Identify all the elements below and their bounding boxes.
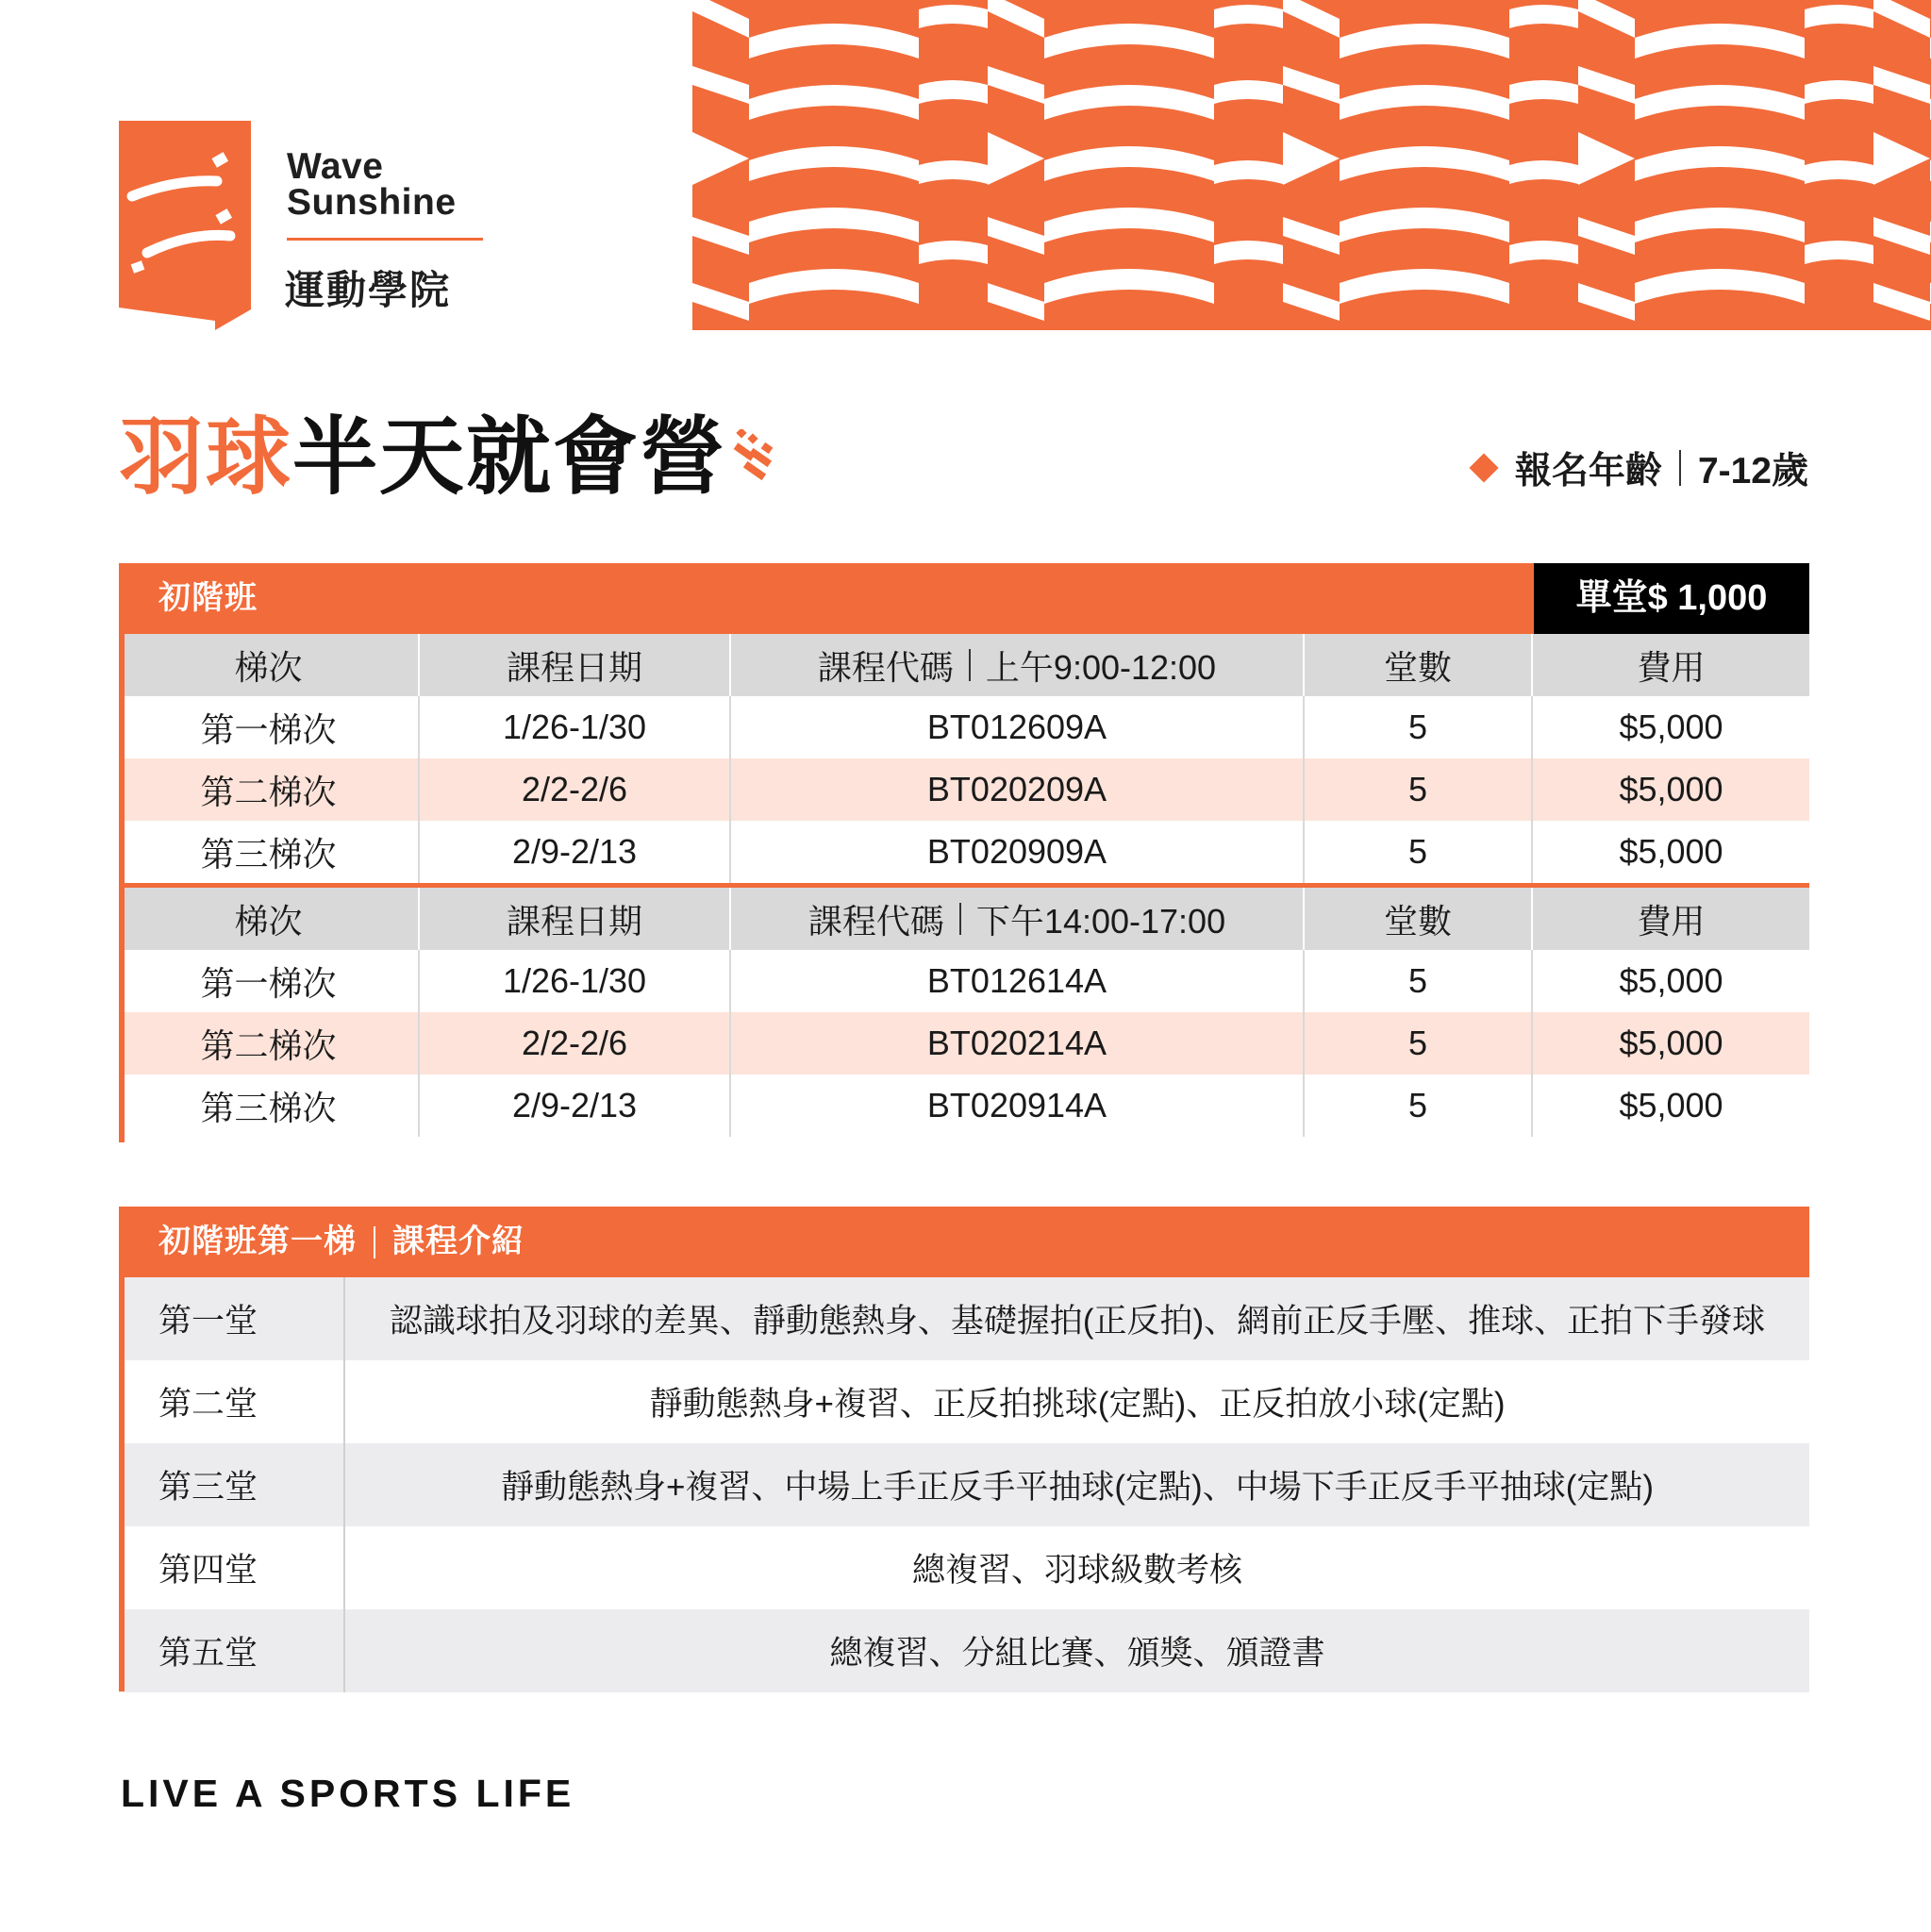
cell-round: 第三梯次 [200,834,337,874]
cell-count: 5 [1304,821,1532,886]
page-title [119,410,726,505]
cell-date: 2/2-2/6 [419,1012,730,1074]
lesson-row [119,1277,1809,1360]
header-date: 課程日期 [419,888,730,950]
lesson-name: 第四堂 [119,1526,344,1609]
brand-divider [287,238,483,241]
cell-code: BT020914A [730,1074,1304,1137]
header-code-label: 課程代碼 [807,901,944,941]
footer-slogan: LIVE A SPORTS LIFE [121,1772,575,1815]
cell-fee: $5,000 [1532,758,1809,821]
cell-date: 2/9-2/13 [419,1074,730,1137]
cell-fee: $5,000 [1532,1012,1809,1074]
header-code [730,634,1304,696]
cell-count: 5 [1304,1074,1532,1137]
table-row [119,1012,1809,1074]
cell-code: BT020209A [730,758,1304,821]
lesson-content: 認識球拍及羽球的差異、靜動態熱身、基礎握拍(正反拍)、網前正反手壓、推球、正拍下手發球 [344,1277,1809,1360]
intro-header-bar [119,1207,1809,1277]
wave-pattern-banner [692,0,1931,330]
table-row [119,821,1809,886]
cell-code: BT012614A [730,950,1304,1012]
header-fee: 費用 [1532,888,1809,950]
table-header-row [119,634,1809,696]
cell-count: 5 [1304,1012,1532,1074]
table-row [119,758,1809,821]
cell-date: 2/2-2/6 [419,758,730,821]
unit-price-badge: 單堂$ 1,000 [1534,563,1809,634]
cell-round: 第三梯次 [200,1088,337,1127]
cell-round: 第一梯次 [200,963,337,1003]
header-fee: 費用 [1532,634,1809,696]
age-separator [1679,450,1681,486]
lesson-content: 總複習、分組比賽、頒獎、頒證書 [344,1609,1809,1692]
age-requirement [1473,441,1808,494]
lesson-content: 靜動態熱身+複習、正反拍挑球(定點)、正反拍放小球(定點) [649,1386,1506,1423]
logo-shield-icon [119,121,251,330]
header-time: 上午9:00-12:00 [985,647,1217,687]
cell-fee: $5,000 [1532,696,1809,758]
header-round: 梯次 [119,634,419,696]
header-date: 課程日期 [419,634,730,696]
header-time: 下午14:00-17:00 [975,901,1226,941]
header-round: 梯次 [119,888,419,950]
age-label: 報名年齡 [1514,451,1662,491]
schedule-table [119,563,1809,1137]
header-separator [969,649,971,681]
intro-title-left: 初階班第一梯 [158,1224,357,1259]
table-row [119,696,1809,758]
schedule-grid [119,634,1809,1137]
cell-fee: $5,000 [1532,821,1809,886]
cell-date: 1/26-1/30 [419,950,730,1012]
course-intro-table [119,1207,1809,1692]
cell-round: 第二梯次 [119,758,419,821]
lesson-name: 第一堂 [119,1277,344,1360]
intro-title [158,1207,524,1277]
header-code-label: 課程代碼 [817,647,954,687]
brand-name-line1: Wave [287,146,384,187]
brand-name-chinese: 運動學院 [285,268,452,312]
intro-title-right: 課程介紹 [392,1224,524,1259]
header-code [730,888,1304,950]
lesson-content: 靜動態熱身+複習、中場上手正反手平抽球(定點)、中場下手正反手平抽球(定點) [344,1443,1809,1526]
lesson-row [119,1443,1809,1526]
sparkle-dashes-icon [730,429,789,488]
cell-fee: $5,000 [1532,1074,1809,1137]
cell-count: 5 [1304,950,1532,1012]
schedule-header-bar [119,563,1809,634]
cell-date: 1/26-1/30 [419,696,730,758]
header-count: 堂數 [1304,634,1532,696]
intro-grid [119,1277,1809,1692]
lesson-row [119,1609,1809,1692]
schedule-accent-bar [119,563,125,1142]
title-rest: 半天就會營 [292,410,726,505]
cell-round: 第二梯次 [119,1012,419,1074]
cell-date: 2/9-2/13 [419,821,730,886]
intro-title-separator [374,1226,375,1258]
age-value: 7-12歲 [1697,451,1808,491]
cell-fee: $5,000 [1532,950,1809,1012]
table-row [119,950,1809,1012]
lesson-row [119,1360,1809,1443]
lesson-row [119,1526,1809,1609]
header-count: 堂數 [1304,888,1532,950]
cell-count: 5 [1304,696,1532,758]
lesson-name: 第二堂 [119,1360,344,1443]
brand-name-line2: Sunshine [287,182,457,223]
lesson-name: 第五堂 [119,1609,344,1692]
header-separator [959,903,961,935]
title-highlight: 羽球 [119,410,292,505]
diamond-icon [1469,453,1498,482]
intro-accent-bar [119,1207,125,1691]
cell-code: BT020909A [730,821,1304,886]
class-name: 初階班 [158,580,258,616]
cell-count: 5 [1304,758,1532,821]
table-header-row [119,888,1809,950]
lesson-content: 總複習、羽球級數考核 [911,1552,1242,1589]
lesson-name: 第三堂 [119,1443,344,1526]
cell-round: 第一梯次 [200,709,337,749]
cell-code: BT020214A [730,1012,1304,1074]
table-row [119,1074,1809,1137]
cell-code: BT012609A [730,696,1304,758]
